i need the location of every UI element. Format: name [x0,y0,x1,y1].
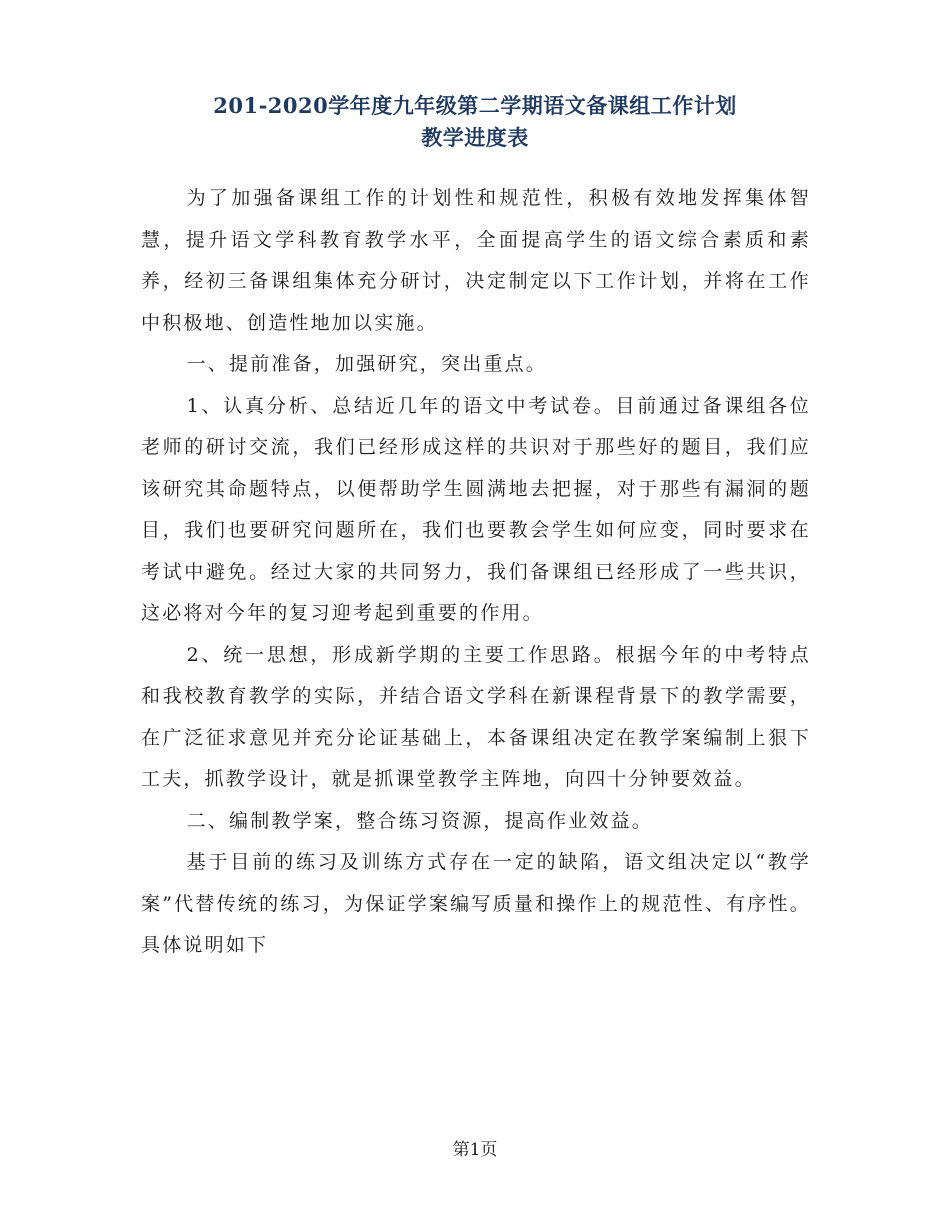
section-heading-1: 一、提前准备，加强研究，突出重点。 [186,353,547,375]
paragraph-item-1: 1、认真分析、总结近几年的语文中考试卷。目前通过备课组各位老师的研讨交流，我们已经形成这样的共识对于那些好的题目，我们应该研究其命题特点，以便帮助学生圆满地去把握，对于那些有漏洞的题目，我们也要研究问题所在，我们也要教会学生如何应变，同时要求在考试中避免。经过大家的共同努力，我们备课组已经形成了一些共识，这必将对今年的复习迎考起到重要的作用。 [141,394,811,624]
section-heading-2: 二、编制教学案，整合练习资源，提高作业效益。 [186,809,653,832]
paragraph-intro: 为了加强备课组工作的计划性和规范性，积极有效地发挥集体智慧，提升语文学科教育教学水平，全面提高学生的语文综合素质和素养，经初三备课组集体充分研讨，决定制定以下工作计划，并将在工作中积极地、创造性地加以实施。 [141,187,811,334]
document-body [141,178,811,967]
document-subtitle: 教学进度表 [421,125,529,150]
page-number-footer: 第1页 [452,1140,498,1160]
paragraph-item-2: 2、统一思想，形成新学期的主要工作思路。根据今年的中考特点和我校教育教学的实际，并结合语文学科在新课程背景下的教学需要，在广泛征求意见并充分论证基础上，本备课组决定在教学案编制上狠下工夫，抓教学设计，就是抓课堂教学主阵地，向四十分钟要效益。 [141,643,811,790]
document-title-block [0,90,950,154]
paragraph-lesson-plan: 基于目前的练习及训练方式存在一定的缺陷，语文组决定以“教学案”代替传统的练习，为保证学案编写质量和操作上的规范性、有序性。具体说明如下 [141,851,811,956]
document-title: 201-2020学年度九年级第二学期语文备课组工作计划 [213,93,737,118]
